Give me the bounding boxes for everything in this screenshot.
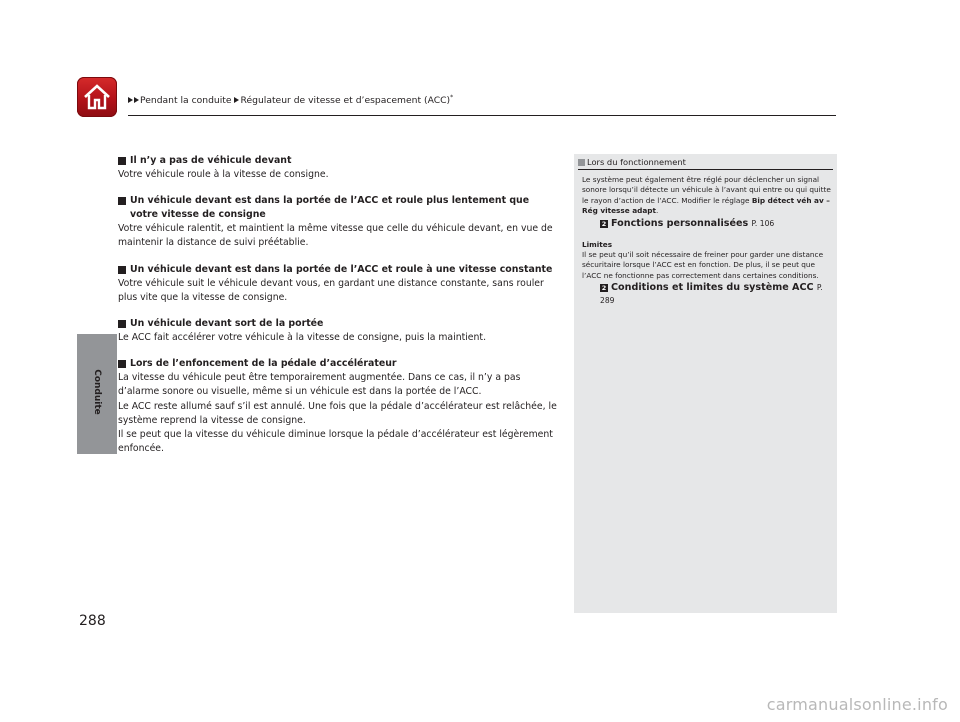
sidebar-paragraph: Il se peut qu’il soit nécessaire de freiner pour garder une distance sécuritaire lorsque l’ACC est en fonction. De plus, il se peut que l’ACC ne fonctionne pas correctement dans certaines conditions. (582, 250, 824, 280)
section-heading (118, 154, 560, 168)
breadcrumb-footnote-mark: * (450, 94, 454, 101)
xref-label[interactable]: Conditions et limites du système ACC (611, 282, 814, 294)
section-slower-vehicle (118, 194, 560, 250)
section-vehicle-leaves (118, 317, 560, 345)
spacer (582, 230, 832, 240)
section-heading (118, 357, 560, 371)
home-button[interactable] (77, 77, 117, 117)
sidebar-setting-name: Bip détect véh av – Rég vitesse adapt (582, 195, 830, 216)
sidebar-subhead: Limites (582, 239, 613, 249)
xref-custom-features[interactable] (600, 217, 832, 230)
breadcrumb-arrow-icon (234, 97, 239, 103)
bullet-square-icon (118, 360, 126, 368)
xref-arrow-icon: 2 (601, 284, 607, 293)
xref-page[interactable]: P. 106 (751, 218, 775, 228)
bullet-square-icon (118, 157, 126, 165)
section-constant-speed (118, 263, 560, 305)
xref-acc-limits[interactable] (600, 281, 832, 307)
section-body: Votre véhicule ralentit, et maintient la même vitesse que celle du véhicule devant, en vue de maintenir la distance de suivi préétablie. (118, 223, 553, 249)
page-number: 288 (79, 613, 106, 629)
section-heading-text: Lors de l’enfoncement de la pédale d’accélérateur (130, 358, 397, 370)
bullet-square-icon (118, 197, 126, 205)
section-body: Le ACC reste allumé sauf s’il est annulé. Une fois que la pédale d’accélérateur est relâchée, le système reprend la vitesse de consigne. (118, 400, 557, 426)
header-rule (128, 115, 836, 116)
xref-arrow-icon: 2 (601, 219, 607, 228)
bullet-square-icon (118, 320, 126, 328)
sidebar-text: . (655, 206, 659, 216)
section-heading-text: Un véhicule devant sort de la portée (130, 318, 324, 330)
section-body: Le ACC fait accélérer votre véhicule à la vitesse de consigne, puis la maintient. (118, 332, 487, 344)
section-heading (118, 194, 560, 222)
sidebar-paragraph (582, 175, 832, 217)
xref-label[interactable]: Fonctions personnalisées (611, 217, 749, 229)
sidebar-rule (578, 169, 833, 170)
sidebar-title (578, 157, 833, 167)
section-heading-text: Il n’y a pas de véhicule devant (130, 155, 292, 166)
note-marker-icon (578, 159, 585, 166)
section-heading (118, 263, 560, 277)
section-accelerator (118, 357, 560, 456)
chapter-tab-label: Conduite (92, 369, 102, 415)
sidebar-note (574, 154, 837, 613)
xref-page[interactable]: P. 289 (600, 283, 823, 306)
section-no-vehicle (118, 154, 560, 182)
watermark: carmanualsonline.info (766, 695, 948, 714)
section-heading (118, 317, 560, 331)
breadcrumb-item-acc[interactable]: Régulateur de vitesse et d’espacement (ACC) (240, 95, 451, 107)
breadcrumb-arrow-icon (128, 97, 133, 103)
section-heading-text: Un véhicule devant est dans la portée de l’ACC et roule plus lentement que votre vitesse de consigne (130, 195, 530, 221)
breadcrumb-arrow-icon (134, 97, 139, 103)
breadcrumb (128, 94, 453, 106)
sidebar-text: Le système peut également être réglé pour déclencher un signal sonore lorsqu’il détecte un véhicule à l’avant qui entre ou qui quitte le rayon d’action de l’ACC. Modifier le réglage (582, 175, 831, 205)
section-body: Il se peut que la vitesse du véhicule diminue lorsque la pédale d’accélérateur est légèrement enfoncée. (118, 429, 553, 455)
section-body: Votre véhicule roule à la vitesse de consigne. (118, 169, 329, 180)
bullet-square-icon (118, 266, 126, 274)
section-body: Votre véhicule suit le véhicule devant vous, en gardant une distance constante, sans rouler plus vite que la vitesse de consigne. (118, 277, 544, 303)
home-icon (82, 83, 112, 111)
sidebar-title-text: Lors du fonctionnement (587, 157, 686, 167)
breadcrumb-item-driving[interactable]: Pendant la conduite (140, 95, 232, 107)
main-content (118, 154, 560, 468)
section-body: La vitesse du véhicule peut être temporairement augmentée. Dans ce cas, il n’y a pas d’alarme sonore ou visuelle, même si un véhicule est dans la portée de l’ACC. (118, 372, 521, 398)
section-heading-text: Un véhicule devant est dans la portée de l’ACC et roule à une vitesse constante (130, 263, 553, 275)
sidebar-body (582, 175, 832, 307)
